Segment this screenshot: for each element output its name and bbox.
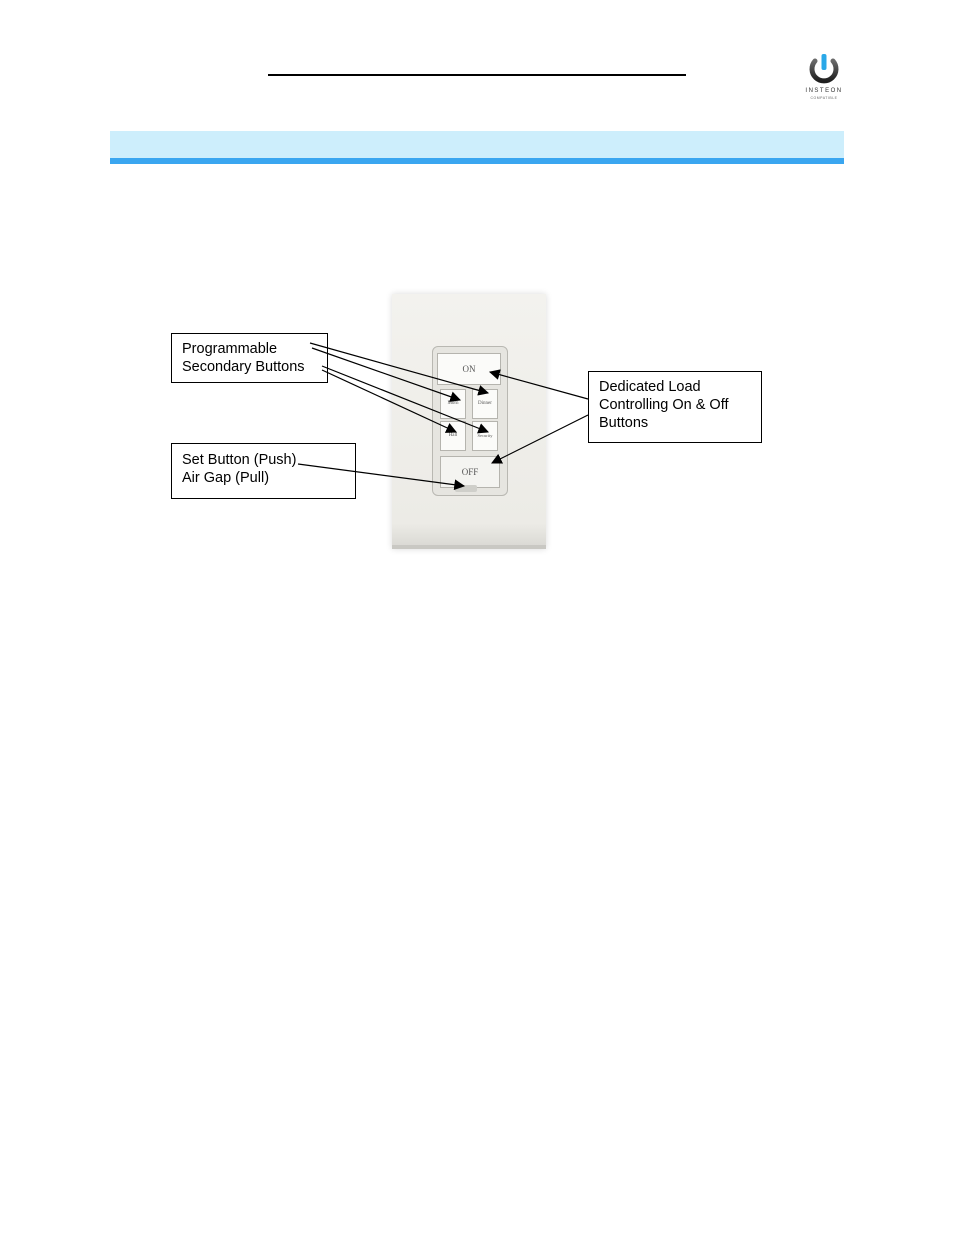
header-rule xyxy=(268,74,686,76)
power-icon xyxy=(796,52,852,88)
insteon-logo xyxy=(796,52,852,102)
key-security: Security xyxy=(472,421,498,451)
key-dinner: Dinner xyxy=(472,389,498,419)
key-off: OFF xyxy=(440,456,500,488)
section-band xyxy=(110,131,844,159)
section-band-underline xyxy=(110,158,844,164)
callout-set-button: Set Button (Push) Air Gap (Pull) xyxy=(171,443,356,499)
logo-tagline: COMPATIBLE xyxy=(810,96,838,100)
key-on: ON xyxy=(437,353,501,385)
key-morn: Morn xyxy=(440,389,466,419)
callout-programmable-buttons: Programmable Secondary Buttons xyxy=(171,333,328,383)
callout-dedicated-buttons: Dedicated Load Controlling On & Off Buttons xyxy=(588,371,762,443)
set-button xyxy=(455,485,477,492)
logo-brand: INSTEON xyxy=(805,88,843,94)
key-hall: Hall xyxy=(440,421,466,451)
